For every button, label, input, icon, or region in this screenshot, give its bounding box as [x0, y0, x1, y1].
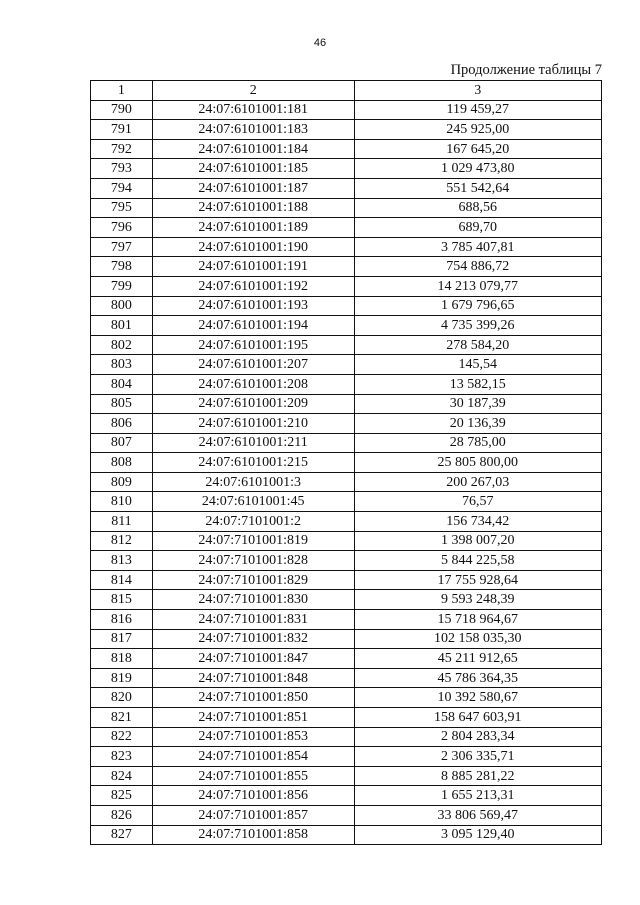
value-cell: 14 213 079,77	[354, 276, 601, 296]
value-cell: 10 392 580,67	[354, 688, 601, 708]
table-row	[91, 178, 602, 198]
cadastral-number-cell: 24:07:6101001:209	[152, 394, 354, 414]
value-cell: 13 582,15	[354, 374, 601, 394]
value-cell: 45 211 912,65	[354, 649, 601, 669]
table-row	[91, 414, 602, 434]
table-row	[91, 688, 602, 708]
cadastral-number-cell: 24:07:6101001:192	[152, 276, 354, 296]
row-number-cell: 803	[91, 355, 153, 375]
cadastral-number-cell: 24:07:6101001:215	[152, 453, 354, 473]
row-number-cell: 809	[91, 472, 153, 492]
table-row	[91, 570, 602, 590]
header-cell-2: 2	[152, 81, 354, 101]
cadastral-number-cell: 24:07:7101001:856	[152, 786, 354, 806]
row-number-cell: 817	[91, 629, 153, 649]
data-table	[90, 80, 602, 845]
cadastral-number-cell: 24:07:6101001:45	[152, 492, 354, 512]
row-number-cell: 827	[91, 825, 153, 845]
table-row	[91, 276, 602, 296]
table-row	[91, 610, 602, 630]
value-cell: 278 584,20	[354, 335, 601, 355]
value-cell: 28 785,00	[354, 433, 601, 453]
row-number-cell: 818	[91, 649, 153, 669]
cadastral-number-cell: 24:07:6101001:208	[152, 374, 354, 394]
cadastral-number-cell: 24:07:7101001:853	[152, 727, 354, 747]
row-number-cell: 813	[91, 551, 153, 571]
row-number-cell: 805	[91, 394, 153, 414]
row-number-cell: 824	[91, 766, 153, 786]
row-number-cell: 794	[91, 178, 153, 198]
row-number-cell: 799	[91, 276, 153, 296]
row-number-cell: 806	[91, 414, 153, 434]
header-row	[91, 81, 602, 101]
value-cell: 754 886,72	[354, 257, 601, 277]
value-cell: 102 158 035,30	[354, 629, 601, 649]
value-cell: 45 786 364,35	[354, 668, 601, 688]
table-row	[91, 120, 602, 140]
value-cell: 688,56	[354, 198, 601, 218]
table-row	[91, 472, 602, 492]
table-row	[91, 316, 602, 336]
value-cell: 689,70	[354, 218, 601, 238]
cadastral-number-cell: 24:07:6101001:181	[152, 100, 354, 120]
row-number-cell: 791	[91, 120, 153, 140]
table-row	[91, 453, 602, 473]
cadastral-number-cell: 24:07:7101001:832	[152, 629, 354, 649]
value-cell: 33 806 569,47	[354, 805, 601, 825]
cadastral-number-cell: 24:07:7101001:848	[152, 668, 354, 688]
row-number-cell: 810	[91, 492, 153, 512]
cadastral-number-cell: 24:07:6101001:193	[152, 296, 354, 316]
cadastral-number-cell: 24:07:7101001:847	[152, 649, 354, 669]
table-row	[91, 335, 602, 355]
cadastral-number-cell: 24:07:6101001:185	[152, 159, 354, 179]
row-number-cell: 821	[91, 708, 153, 728]
cadastral-number-cell: 24:07:6101001:190	[152, 237, 354, 257]
table-row	[91, 786, 602, 806]
table-row	[91, 649, 602, 669]
value-cell: 25 805 800,00	[354, 453, 601, 473]
value-cell: 2 804 283,34	[354, 727, 601, 747]
cadastral-number-cell: 24:07:7101001:819	[152, 531, 354, 551]
row-number-cell: 825	[91, 786, 153, 806]
table-row	[91, 708, 602, 728]
value-cell: 15 718 964,67	[354, 610, 601, 630]
row-number-cell: 808	[91, 453, 153, 473]
cadastral-number-cell: 24:07:6101001:3	[152, 472, 354, 492]
cadastral-number-cell: 24:07:7101001:854	[152, 747, 354, 767]
cadastral-number-cell: 24:07:7101001:857	[152, 805, 354, 825]
cadastral-number-cell: 24:07:6101001:188	[152, 198, 354, 218]
table-row	[91, 433, 602, 453]
table-row	[91, 237, 602, 257]
value-cell: 9 593 248,39	[354, 590, 601, 610]
table-row	[91, 139, 602, 159]
table-row	[91, 590, 602, 610]
row-number-cell: 819	[91, 668, 153, 688]
value-cell: 76,57	[354, 492, 601, 512]
row-number-cell: 792	[91, 139, 153, 159]
row-number-cell: 790	[91, 100, 153, 120]
value-cell: 2 306 335,71	[354, 747, 601, 767]
row-number-cell: 795	[91, 198, 153, 218]
cadastral-number-cell: 24:07:7101001:829	[152, 570, 354, 590]
table-row	[91, 492, 602, 512]
header-cell-3: 3	[354, 81, 601, 101]
row-number-cell: 807	[91, 433, 153, 453]
row-number-cell: 804	[91, 374, 153, 394]
cadastral-number-cell: 24:07:6101001:195	[152, 335, 354, 355]
value-cell: 200 267,03	[354, 472, 601, 492]
table-row	[91, 551, 602, 571]
value-cell: 156 734,42	[354, 512, 601, 532]
row-number-cell: 814	[91, 570, 153, 590]
row-number-cell: 797	[91, 237, 153, 257]
cadastral-number-cell: 24:07:6101001:191	[152, 257, 354, 277]
table-row	[91, 394, 602, 414]
table-row	[91, 257, 602, 277]
value-cell: 8 885 281,22	[354, 766, 601, 786]
cadastral-number-cell: 24:07:7101001:2	[152, 512, 354, 532]
value-cell: 158 647 603,91	[354, 708, 601, 728]
row-number-cell: 798	[91, 257, 153, 277]
value-cell: 551 542,64	[354, 178, 601, 198]
table-row	[91, 747, 602, 767]
row-number-cell: 816	[91, 610, 153, 630]
cadastral-number-cell: 24:07:6101001:210	[152, 414, 354, 434]
row-number-cell: 796	[91, 218, 153, 238]
cadastral-number-cell: 24:07:7101001:828	[152, 551, 354, 571]
row-number-cell: 800	[91, 296, 153, 316]
value-cell: 5 844 225,58	[354, 551, 601, 571]
table-row	[91, 668, 602, 688]
table-row	[91, 629, 602, 649]
cadastral-number-cell: 24:07:6101001:184	[152, 139, 354, 159]
page-number: 46	[313, 37, 327, 49]
table-row	[91, 100, 602, 120]
cadastral-number-cell: 24:07:7101001:830	[152, 590, 354, 610]
value-cell: 4 735 399,26	[354, 316, 601, 336]
cadastral-number-cell: 24:07:6101001:189	[152, 218, 354, 238]
row-number-cell: 826	[91, 805, 153, 825]
value-cell: 1 655 213,31	[354, 786, 601, 806]
row-number-cell: 802	[91, 335, 153, 355]
value-cell: 20 136,39	[354, 414, 601, 434]
row-number-cell: 820	[91, 688, 153, 708]
table-row	[91, 218, 602, 238]
cadastral-number-cell: 24:07:7101001:831	[152, 610, 354, 630]
cadastral-number-cell: 24:07:7101001:850	[152, 688, 354, 708]
table-row	[91, 198, 602, 218]
value-cell: 3 095 129,40	[354, 825, 601, 845]
value-cell: 145,54	[354, 355, 601, 375]
row-number-cell: 793	[91, 159, 153, 179]
table-row	[91, 825, 602, 845]
table-row	[91, 355, 602, 375]
table-row	[91, 296, 602, 316]
table-row	[91, 374, 602, 394]
cadastral-number-cell: 24:07:6101001:194	[152, 316, 354, 336]
value-cell: 245 925,00	[354, 120, 601, 140]
value-cell: 3 785 407,81	[354, 237, 601, 257]
value-cell: 30 187,39	[354, 394, 601, 414]
table-row	[91, 727, 602, 747]
row-number-cell: 812	[91, 531, 153, 551]
cadastral-number-cell: 24:07:6101001:183	[152, 120, 354, 140]
cadastral-number-cell: 24:07:6101001:211	[152, 433, 354, 453]
table-row	[91, 512, 602, 532]
cadastral-number-cell: 24:07:6101001:207	[152, 355, 354, 375]
value-cell: 1 679 796,65	[354, 296, 601, 316]
value-cell: 17 755 928,64	[354, 570, 601, 590]
value-cell: 119 459,27	[354, 100, 601, 120]
table-body	[91, 81, 602, 845]
table-row	[91, 805, 602, 825]
row-number-cell: 815	[91, 590, 153, 610]
table-caption: Продолжение таблицы 7	[450, 62, 602, 78]
cadastral-number-cell: 24:07:7101001:851	[152, 708, 354, 728]
value-cell: 1 398 007,20	[354, 531, 601, 551]
cadastral-number-cell: 24:07:6101001:187	[152, 178, 354, 198]
row-number-cell: 822	[91, 727, 153, 747]
table-row	[91, 766, 602, 786]
header-cell-1: 1	[91, 81, 153, 101]
value-cell: 167 645,20	[354, 139, 601, 159]
table-row	[91, 531, 602, 551]
row-number-cell: 823	[91, 747, 153, 767]
row-number-cell: 801	[91, 316, 153, 336]
cadastral-number-cell: 24:07:7101001:858	[152, 825, 354, 845]
cadastral-number-cell: 24:07:7101001:855	[152, 766, 354, 786]
value-cell: 1 029 473,80	[354, 159, 601, 179]
row-number-cell: 811	[91, 512, 153, 532]
table-row	[91, 159, 602, 179]
